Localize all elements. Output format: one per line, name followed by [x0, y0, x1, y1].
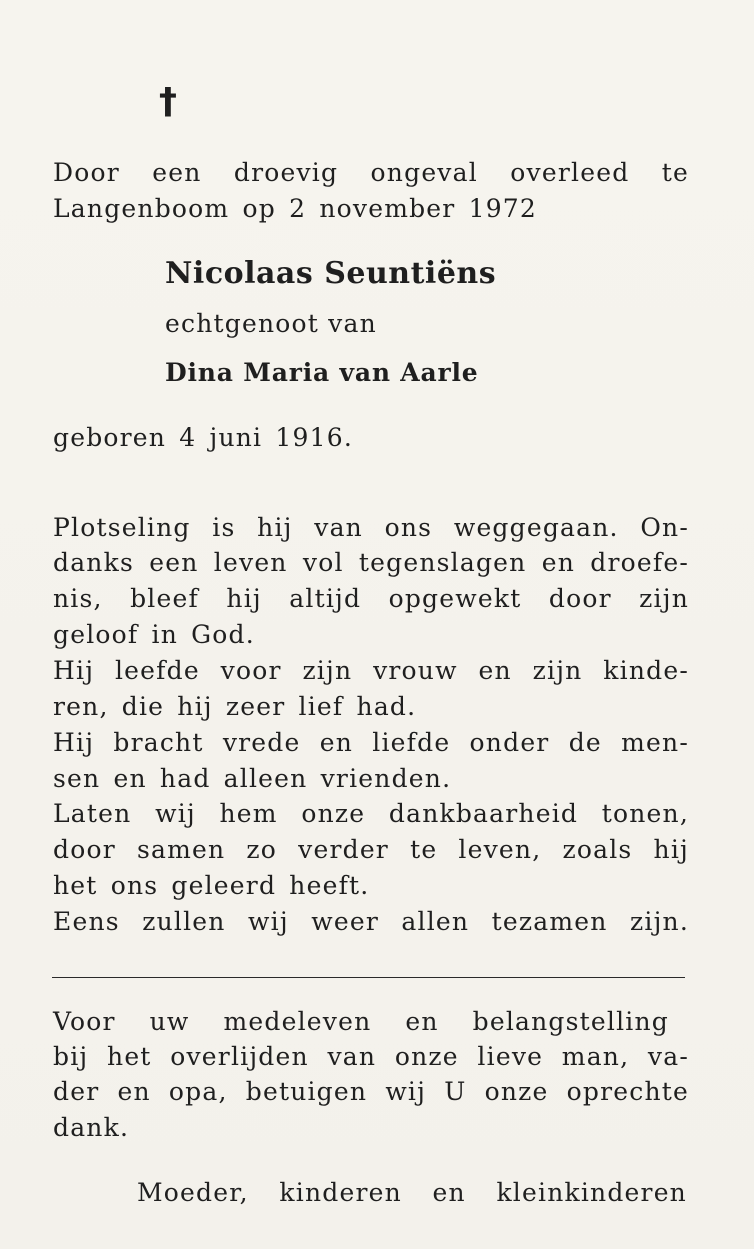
tribute-line: nis, bleef hij altijd opgewekt door zijn	[53, 584, 689, 613]
tribute-line: door samen zo verder te leven, zoals hij	[53, 835, 689, 864]
tribute-line: ren, die hij zeer lief had.	[53, 692, 417, 721]
tribute-line: sen en had alleen vrienden.	[53, 764, 452, 793]
opening-line-1: Door een droevig ongeval overleed te	[53, 158, 689, 187]
tribute-line: Laten wij hem onze dankbaarheid tonen,	[53, 799, 689, 828]
section-divider	[52, 977, 685, 978]
tribute-line: geloof in God.	[53, 620, 255, 649]
tribute-line: Hij bracht vrede en liefde onder de men-	[53, 728, 689, 757]
opening-line-2: Langenboom op 2 november 1972	[53, 194, 538, 223]
thanks-line: bij het overlijden van onze lieve man, va-	[53, 1042, 689, 1071]
signature: Moeder, kinderen en kleinkinderen	[137, 1178, 687, 1207]
tribute-line: Plotseling is hij van ons weggegaan. On-	[53, 513, 689, 542]
thanks-line: Voor uw medeleven en belangstelling	[53, 1007, 669, 1036]
spouse-name: Dina Maria van Aarle	[165, 358, 479, 387]
thanks-line: der en opa, betuigen wij U onze oprechte	[53, 1077, 689, 1106]
tribute-line: het ons geleerd heeft.	[53, 871, 370, 900]
cross-icon: †	[159, 81, 177, 122]
thanks-line: dank.	[53, 1113, 130, 1142]
tribute-line: Hij leefde voor zijn vrouw en zijn kinde-	[53, 656, 689, 685]
tribute-line: Eens zullen wij weer allen tezamen zijn.	[53, 907, 689, 936]
relation-text: echtgenoot van	[165, 309, 377, 338]
deceased-name: Nicolaas Seuntiëns	[165, 256, 497, 291]
tribute-line: danks een leven vol tegenslagen en droefe-	[53, 548, 689, 577]
birth-date: geboren 4 juni 1916.	[53, 423, 353, 452]
